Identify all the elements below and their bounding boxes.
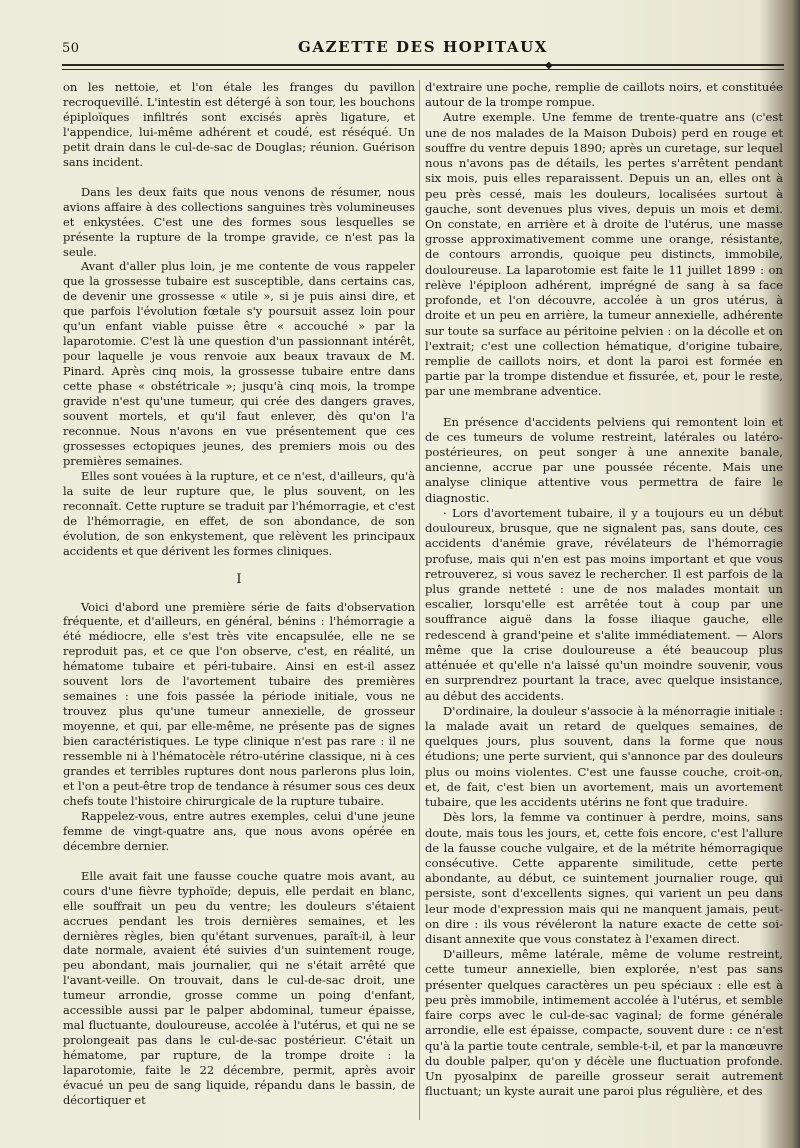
header-rule-thick — [62, 64, 784, 66]
paragraph: Dans les deux faits que nous venons de résumer, nous avions affaire à des collections sanguines très volumineuses et enkystées. C'est une des formes sous lesquelles se présente la rupture de la trompe gravide, ce n'est pas la seule. — [63, 184, 415, 259]
paragraph: on les nettoie, et l'on étale les franges du pavillon recroquevillé. L'intestin est détergé à son tour, les bouchons épiploïques infiltrés sont excisés après ligature, et l'appendice, lui-même adhérent et coudé, est réséqué. Un petit drain dans le cul-de-sac de Douglas; réunion. Guérison sans incident. — [63, 80, 415, 169]
paragraph: Elles sont vouées à la rupture, et ce n'est, d'ailleurs, qu'à la suite de leur rupture que, le plus souvent, on les reconnaît. Cette rupture se traduit par l'hémorragie, et c'est de l'hémorragie, en effet, de son abondance, de son évolution, de son enkystement, que relèvent les principaux accidents et que dérivent les formes cliniques. — [63, 468, 415, 558]
left-column — [63, 80, 415, 1108]
running-title: GAZETTE DES HOPITAUX — [297, 38, 548, 56]
paragraph: Voici d'abord une première série de faits d'observation fréquente, et d'ailleurs, en général, bénins : l'hémorragie a été médiocre, elle s'est très vite encapsulée, elle ne se reproduit pas, et ce que l'on observe, c'est, en réalité, un hématome tubaire et péri-tubaire. Ainsi en est-il assez souvent lors de l'avortement tubaire des premières semaines : une fois passée la période initiale, vous ne trouvez plus qu'une tumeur annexielle, de grosseur moyenne, et qui, par elle-même, ne présente pas de signes bien caractéristiques. Le type clinique n'est pas rare : il ne ressemble ni à l'hématocèle rétro-utérine classique, ni à ces grandes et terribles ruptures dont nous parlerons plus loin, et l'on a peut-être trop de tendance à résumer sous ces deux chefs toute l'histoire chirurgicale de la rupture tubaire. — [63, 599, 415, 808]
paragraph: D'ailleurs, même latérale, même de volume restreint, cette tumeur annexielle, bien explorée, n'est pas sans présenter quelques caractères un peu spéciaux : elle est à peu près immobile, intimement accolée à l'utérus, et semble faire corps avec le cul-de-sac vaginal; de forme générale arrondie, elle est épaisse, compacte, souvent dure : ce n'est qu'à la partie toute centrale, semble-t-il, et par la manœuvre du double palper, qu'on y décèle une fluctuation profonde. Un pyosalpinx de pareille grosseur serait autrement fluctuant; un kyste aurait une paroi plus régulière, et des — [425, 947, 783, 1099]
paragraph: Avant d'aller plus loin, je me contente de vous rappeler que la grossesse tubaire est susceptible, dans certains cas, de devenir une grossesse « utile », si je puis ainsi dire, et que parfois l'évolution fœtale s'y poursuit assez loin pour qu'un enfant viable puisse être « accouché » par la laparotomie. C'est là une question d'un passionnant intérêt, pour laquelle je vous renvoie aux beaux travaux de M. Pinard. Après cinq mois, la grossesse tubaire entre dans cette phase « obstétricale »; jusqu'à cinq mois, la trompe gravide n'est qu'une tumeur, qui crée des dangers graves, souvent mortels, et qu'il faut enlever, dès qu'on l'a reconnue. Nous n'avons en vue présentement que ces grossesses ectopiques jeunes, des premiers mois ou des premières semaines. — [63, 259, 415, 468]
paragraph: Dès lors, la femme va continuer à perdre, moins, sans doute, mais tous les jours, et, cette fois encore, c'est l'allure de la fausse couche vulgaire, et de la métrite hémorragique consécutive. Cette apparente similitude, cette perte abondante, au début, ce suintement journalier rouge, qui persiste, sont d'excellents signes, qui varient un peu dans leur mode d'expression mais qui ne manquent jamais, peut-on dire : ils vous révéleront la nature exacte de cette soi-disant annexite que vous constatez à l'examen direct. — [425, 810, 783, 947]
page-number: 50 — [62, 41, 80, 56]
header-rule-thin — [62, 69, 784, 70]
right-column — [425, 80, 783, 1099]
rule-ornament-icon: ◆ — [545, 60, 553, 71]
paragraph: Elle avait fait une fausse couche quatre mois avant, au cours d'une fièvre typhoïde; depuis, elle perdait en blanc, elle souffrait un peu du ventre; les douleurs s'étaient accrues pendant les trois dernières semaines, et les dernières règles, bien qu'étant survenues, paraît-il, à leur date normale, avaient été suivies d'un suintement rouge, peu abondant, mais journalier, qui ne s'était arrêté que l'avant-veille. On trouvait, dans le cul-de-sac droit, une tumeur arrondie, grosse comme un poing d'enfant, accessible aussi par le palper abdominal, tumeur épaisse, mal fluctuante, douloureuse, accolée à l'utérus, et qui ne se prolongeait pas dans le cul-de-sac postérieur. C'était un hématome, par rupture, de la trompe droite : la laparotomie, faite le 22 décembre, permit, après avoir évacué un peu de sang liquide, répandu dans le bassin, de décortiquer et — [63, 868, 415, 1107]
paragraph: · Lors d'avortement tubaire, il y a toujours eu un début douloureux, brusque, que ne signalent pas, sans doute, ces accidents d'anémie grave, révélateurs de l'hémorragie profuse, mais qui n'en est pas moins important et que vous retrouverez, si vous savez le rechercher. Il est parfois de la plus grande netteté : une de nos malades montait un escalier, lorsqu'elle est arrêtée tout à coup par une souffrance aiguë dans la fosse iliaque gauche, elle redescend à grand'peine et s'alite immédiatement. — Alors même que la crise douloureuse a été beaucoup plus atténuée et qu'elle n'a laissé qu'un moindre souvenir, vous en surprendrez pourtant la trace, avec quelque insistance, au début des accidents. — [425, 505, 783, 703]
paragraph: Rappelez-vous, entre autres exemples, celui d'une jeune femme de vingt-quatre ans, que nous avons opérée en décembre dernier. — [63, 808, 415, 853]
paragraph: d'extraire une poche, remplie de caillots noirs, et constituée autour de la trompe rompue. — [425, 80, 783, 110]
column-divider — [419, 80, 420, 1120]
paragraph: Autre exemple. Une femme de trente-quatre ans (c'est une de nos malades de la Maison Dubois) perd en rouge et souffre du ventre depuis 1890; après un curetage, sur lequel nous n'avons pas de détails, les pertes s'arrêtent pendant six mois, puis elles reparaissent. Depuis un an, elles ont à peu près cessé, mais les douleurs, localisées surtout à gauche, sont devenues plus vives, depuis un mois et demi. On constate, en arrière et à droite de l'utérus, une masse grosse approximativement comme une orange, résistante, de contours arrondis, quoique peu distincts, immobile, douloureuse. La laparotomie est faite le 11 juillet 1899 : on relève l'épiploon adhérent, imprégné de sang à sa face profonde, et l'on découvre, accolée à un gros utérus, à droite et un peu en arrière, la tumeur annexielle, adhérente sur toute sa surface au péritoine pelvien : on la décolle et on l'extrait; c'est une collection hématique, d'origine tubaire, remplie de caillots noirs, et dont la paroi est formée en partie par la trompe distendue et fissurée, et, pour le reste, par une membrane adventice. — [425, 110, 783, 399]
section-numeral: I — [236, 571, 242, 587]
page-header — [62, 38, 784, 60]
paragraph: En présence d'accidents pelviens qui remontent loin et de ces tumeurs de volume restreint, latérales ou latéro-postérieures, on peut songer à une annexite banale, ancienne, accrue par une poussée récente. Mais une analyse clinique attentive vous permettra de faire le diagnostic. — [425, 414, 783, 505]
paragraph: D'ordinaire, la douleur s'associe à la ménorragie initiale : la malade avait un retard de quelques semaines, de quelques jours, plus souvent, dans la forme que nous étudions; une perte survient, qui s'annonce par des douleurs plus ou moins violentes. C'est une fausse couche, croit-on, et, de fait, c'est bien un avortement, mais un avortement tubaire, que les accidents utérins ne font que traduire. — [425, 703, 783, 810]
